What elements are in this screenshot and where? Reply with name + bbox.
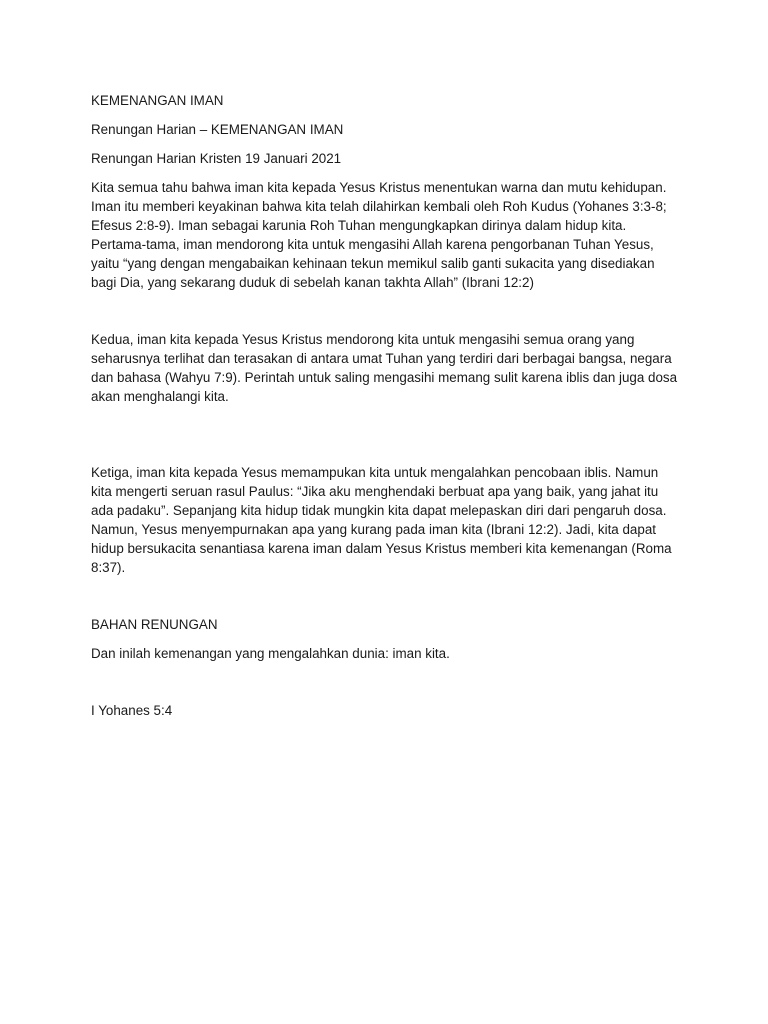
paragraph-1: Kita semua tahu bahwa iman kita kepada Yesus Kristus menentukan warna dan mutu kehidupan. Iman itu memberi keyakinan bahwa kita telah dilahirkan kembali oleh Roh Kudus (Yohanes 3:3-8; Efesus 2:8-9). Iman sebagai karunia Roh Tuhan mengungkapkan dirinya dalam hidup kita. Pertama-tama, iman mendorong kita untuk mengasihi Allah karena pengorbanan Tuhan Yesus, yaitu “yang dengan mengabaikan kehinaan tekun memikul salib ganti sukacita yang disediakan bagi Dia, yang sekarang duduk di sebelah kanan takhta Allah” (Ibrani 12:2) <box>91 180 667 290</box>
document-title: KEMENANGAN IMAN <box>91 93 224 108</box>
paragraph-2: Kedua, iman kita kepada Yesus Kristus mendorong kita untuk mengasihi semua orang yang seharusnya terlihat dan terasakan di antara umat Tuhan yang terdiri dari berbagai bangsa, negara dan bahasa (Wahyu 7:9). Perintah untuk saling mengasihi memang sulit karena iblis dan juga dosa akan menghalangi kita. <box>91 332 678 404</box>
document-dateline: Renungan Harian Kristen 19 Januari 2021 <box>91 151 342 166</box>
verse-reference: I Yohanes 5:4 <box>91 703 173 718</box>
verse-text: Dan inilah kemenangan yang mengalahkan dunia: iman kita. <box>91 646 450 661</box>
section-heading: BAHAN RENUNGAN <box>91 617 218 632</box>
paragraph-3: Ketiga, iman kita kepada Yesus memampukan kita untuk mengalahkan pencobaan iblis. Namun kita mengerti seruan rasul Paulus: “Jika aku menghendaki berbuat apa yang baik, yang jahat itu ada padaku”. Sepanjang kita hidup tidak mungkin kita dapat melepaskan diri dari pengaruh dosa. Namun, Yesus menyempurnakan apa yang kurang pada iman kita (Ibrani 12:2). Jadi, kita dapat hidup bersukacita senantiasa karena iman dalam Yesus Kristus memberi kita kemenangan (Roma 8:37). <box>91 465 672 575</box>
document-subtitle: Renungan Harian – KEMENANGAN IMAN <box>91 122 344 137</box>
document-body <box>91 91 681 720</box>
